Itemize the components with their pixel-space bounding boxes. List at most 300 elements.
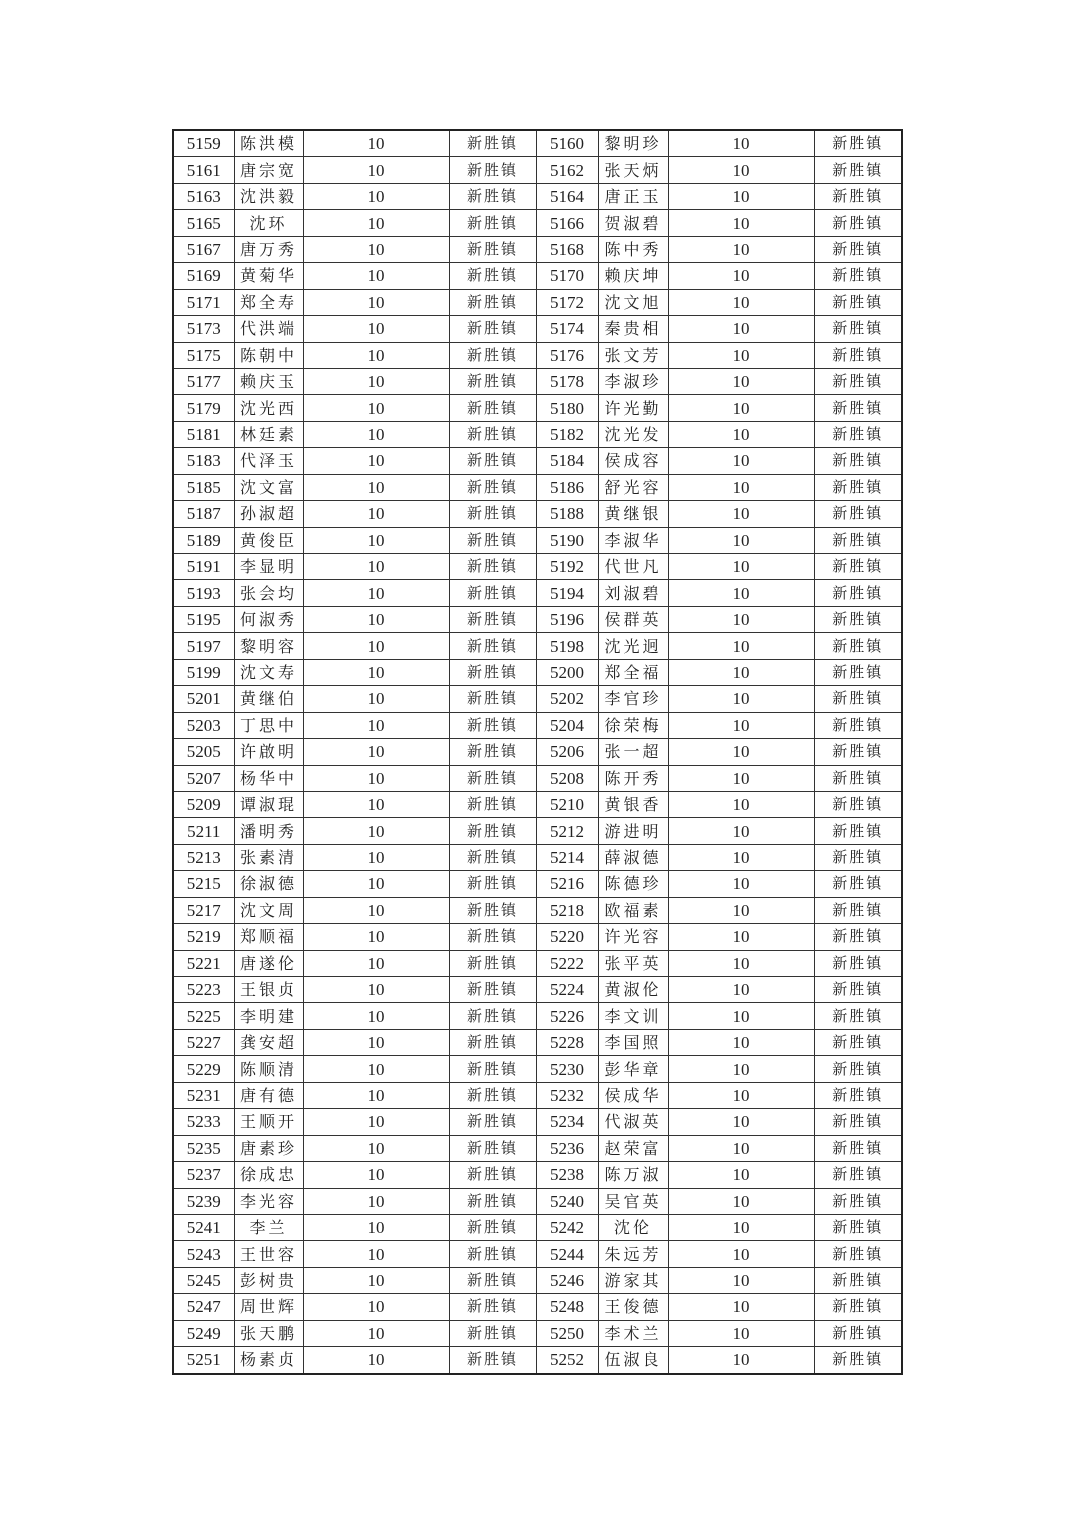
table-row [173,924,902,950]
table-row [173,765,902,791]
record-number-cell: 5202 [536,686,598,712]
person-name-cell: 黄银香 [598,791,668,817]
person-name-cell: 陈万淑 [598,1162,668,1188]
town-name-cell: 新胜镇 [814,1241,902,1267]
amount-cell: 10 [668,130,814,157]
town-name-cell: 新胜镇 [814,210,902,236]
amount-cell: 10 [303,1320,449,1346]
town-name-cell: 新胜镇 [449,871,536,897]
amount-cell: 10 [668,210,814,236]
amount-cell: 10 [303,1294,449,1320]
record-number-cell: 5208 [536,765,598,791]
record-number-cell: 5245 [173,1267,234,1293]
person-name-cell: 黄继银 [598,501,668,527]
town-name-cell: 新胜镇 [814,130,902,157]
record-number-cell: 5228 [536,1029,598,1055]
town-name-cell: 新胜镇 [814,686,902,712]
town-name-cell: 新胜镇 [814,1347,902,1374]
amount-cell: 10 [668,183,814,209]
amount-cell: 10 [668,712,814,738]
amount-cell: 10 [668,1135,814,1161]
amount-cell: 10 [303,316,449,342]
record-number-cell: 5201 [173,686,234,712]
amount-cell: 10 [303,818,449,844]
record-number-cell: 5182 [536,421,598,447]
amount-cell: 10 [303,1056,449,1082]
amount-cell: 10 [668,236,814,262]
amount-cell: 10 [303,1082,449,1108]
record-number-cell: 5210 [536,791,598,817]
table-row [173,1347,902,1374]
person-name-cell: 侯成华 [598,1082,668,1108]
record-number-cell: 5171 [173,289,234,315]
town-name-cell: 新胜镇 [449,765,536,791]
record-number-cell: 5238 [536,1162,598,1188]
record-number-cell: 5211 [173,818,234,844]
record-number-cell: 5161 [173,157,234,183]
record-number-cell: 5192 [536,554,598,580]
person-name-cell: 郑全寿 [234,289,303,315]
amount-cell: 10 [303,739,449,765]
table-row [173,633,902,659]
amount-cell: 10 [303,633,449,659]
person-name-cell: 张会均 [234,580,303,606]
person-name-cell: 许啟明 [234,739,303,765]
amount-cell: 10 [668,157,814,183]
town-name-cell: 新胜镇 [449,1029,536,1055]
person-name-cell: 唐素珍 [234,1135,303,1161]
town-name-cell: 新胜镇 [449,606,536,632]
person-name-cell: 何淑秀 [234,606,303,632]
table-row [173,977,902,1003]
amount-cell: 10 [303,421,449,447]
person-name-cell: 游家其 [598,1267,668,1293]
town-name-cell: 新胜镇 [814,316,902,342]
town-name-cell: 新胜镇 [449,1214,536,1240]
town-name-cell: 新胜镇 [814,791,902,817]
record-number-cell: 5224 [536,977,598,1003]
amount-cell: 10 [303,950,449,976]
town-name-cell: 新胜镇 [814,1029,902,1055]
town-name-cell: 新胜镇 [449,1056,536,1082]
record-number-cell: 5209 [173,791,234,817]
table-row [173,236,902,262]
person-name-cell: 沈光迥 [598,633,668,659]
person-name-cell: 唐正玉 [598,183,668,209]
town-name-cell: 新胜镇 [449,157,536,183]
record-number-cell: 5180 [536,395,598,421]
person-name-cell: 王俊德 [598,1294,668,1320]
town-name-cell: 新胜镇 [449,1003,536,1029]
person-name-cell: 张平英 [598,950,668,976]
record-number-cell: 5178 [536,368,598,394]
table-row [173,448,902,474]
record-number-cell: 5248 [536,1294,598,1320]
amount-cell: 10 [303,1109,449,1135]
amount-cell: 10 [303,606,449,632]
record-number-cell: 5237 [173,1162,234,1188]
town-name-cell: 新胜镇 [814,1188,902,1214]
person-name-cell: 赖庆玉 [234,368,303,394]
table-row [173,950,902,976]
amount-cell: 10 [303,448,449,474]
record-number-cell: 5251 [173,1347,234,1374]
person-name-cell: 李兰 [234,1214,303,1240]
town-name-cell: 新胜镇 [814,1003,902,1029]
person-name-cell: 秦贵相 [598,316,668,342]
table-row [173,421,902,447]
record-number-cell: 5163 [173,183,234,209]
record-number-cell: 5159 [173,130,234,157]
town-name-cell: 新胜镇 [814,950,902,976]
table-row [173,1135,902,1161]
amount-cell: 10 [668,844,814,870]
table-row [173,606,902,632]
town-name-cell: 新胜镇 [449,633,536,659]
record-number-cell: 5225 [173,1003,234,1029]
person-name-cell: 代淑英 [598,1109,668,1135]
town-name-cell: 新胜镇 [449,395,536,421]
person-name-cell: 黄淑伦 [598,977,668,1003]
person-name-cell: 杨华中 [234,765,303,791]
person-name-cell: 陈洪模 [234,130,303,157]
person-name-cell: 郑全福 [598,659,668,685]
table-row [173,316,902,342]
amount-cell: 10 [668,1320,814,1346]
person-name-cell: 李光容 [234,1188,303,1214]
town-name-cell: 新胜镇 [449,739,536,765]
table-body [173,130,902,1374]
town-name-cell: 新胜镇 [814,448,902,474]
person-name-cell: 周世辉 [234,1294,303,1320]
record-number-cell: 5232 [536,1082,598,1108]
town-name-cell: 新胜镇 [814,342,902,368]
table-row [173,1188,902,1214]
amount-cell: 10 [668,448,814,474]
record-number-cell: 5247 [173,1294,234,1320]
record-number-cell: 5235 [173,1135,234,1161]
town-name-cell: 新胜镇 [449,368,536,394]
town-name-cell: 新胜镇 [449,1082,536,1108]
person-name-cell: 黎明珍 [598,130,668,157]
record-number-cell: 5207 [173,765,234,791]
record-number-cell: 5212 [536,818,598,844]
person-name-cell: 沈伦 [598,1214,668,1240]
record-number-cell: 5216 [536,871,598,897]
town-name-cell: 新胜镇 [449,183,536,209]
record-number-cell: 5252 [536,1347,598,1374]
table-row [173,1162,902,1188]
town-name-cell: 新胜镇 [814,183,902,209]
town-name-cell: 新胜镇 [814,236,902,262]
person-name-cell: 李国照 [598,1029,668,1055]
amount-cell: 10 [303,527,449,553]
person-name-cell: 代世凡 [598,554,668,580]
amount-cell: 10 [668,818,814,844]
town-name-cell: 新胜镇 [449,236,536,262]
amount-cell: 10 [668,421,814,447]
table-row [173,712,902,738]
person-name-cell: 吴官英 [598,1188,668,1214]
amount-cell: 10 [303,554,449,580]
person-name-cell: 潘明秀 [234,818,303,844]
amount-cell: 10 [668,554,814,580]
record-number-cell: 5242 [536,1214,598,1240]
amount-cell: 10 [303,289,449,315]
town-name-cell: 新胜镇 [449,580,536,606]
town-name-cell: 新胜镇 [449,1347,536,1374]
town-name-cell: 新胜镇 [814,395,902,421]
town-name-cell: 新胜镇 [449,791,536,817]
record-number-cell: 5218 [536,897,598,923]
town-name-cell: 新胜镇 [814,157,902,183]
person-name-cell: 张天鹏 [234,1320,303,1346]
person-name-cell: 欧福素 [598,897,668,923]
record-number-cell: 5239 [173,1188,234,1214]
amount-cell: 10 [668,1294,814,1320]
table-row [173,580,902,606]
person-name-cell: 李淑华 [598,527,668,553]
amount-cell: 10 [668,871,814,897]
person-name-cell: 王世容 [234,1241,303,1267]
town-name-cell: 新胜镇 [449,712,536,738]
record-number-cell: 5177 [173,368,234,394]
person-name-cell: 朱远芳 [598,1241,668,1267]
table-row [173,1214,902,1240]
person-name-cell: 张一超 [598,739,668,765]
amount-cell: 10 [303,1347,449,1374]
amount-cell: 10 [668,342,814,368]
person-name-cell: 王顺开 [234,1109,303,1135]
record-number-cell: 5169 [173,263,234,289]
person-name-cell: 沈文富 [234,474,303,500]
record-number-cell: 5193 [173,580,234,606]
amount-cell: 10 [303,897,449,923]
town-name-cell: 新胜镇 [449,950,536,976]
person-name-cell: 徐成忠 [234,1162,303,1188]
town-name-cell: 新胜镇 [814,421,902,447]
town-name-cell: 新胜镇 [814,1267,902,1293]
person-name-cell: 许光容 [598,924,668,950]
person-name-cell: 李显明 [234,554,303,580]
record-number-cell: 5240 [536,1188,598,1214]
town-name-cell: 新胜镇 [814,977,902,1003]
amount-cell: 10 [668,1188,814,1214]
table-row [173,1056,902,1082]
record-number-cell: 5233 [173,1109,234,1135]
person-name-cell: 沈环 [234,210,303,236]
record-number-cell: 5214 [536,844,598,870]
amount-cell: 10 [668,395,814,421]
person-name-cell: 沈洪毅 [234,183,303,209]
amount-cell: 10 [303,1029,449,1055]
table-row [173,1294,902,1320]
record-number-cell: 5236 [536,1135,598,1161]
amount-cell: 10 [668,1162,814,1188]
town-name-cell: 新胜镇 [449,1109,536,1135]
table-row [173,527,902,553]
town-name-cell: 新胜镇 [814,474,902,500]
person-name-cell: 唐宗宽 [234,157,303,183]
person-name-cell: 代洪端 [234,316,303,342]
record-number-cell: 5167 [173,236,234,262]
amount-cell: 10 [668,368,814,394]
amount-cell: 10 [303,236,449,262]
town-name-cell: 新胜镇 [449,316,536,342]
record-number-cell: 5203 [173,712,234,738]
town-name-cell: 新胜镇 [449,818,536,844]
town-name-cell: 新胜镇 [449,554,536,580]
amount-cell: 10 [668,1056,814,1082]
record-number-cell: 5229 [173,1056,234,1082]
person-name-cell: 沈光发 [598,421,668,447]
person-name-cell: 李明建 [234,1003,303,1029]
amount-cell: 10 [668,474,814,500]
amount-cell: 10 [303,342,449,368]
amount-cell: 10 [668,924,814,950]
table-row [173,739,902,765]
person-name-cell: 杨素贞 [234,1347,303,1374]
amount-cell: 10 [668,765,814,791]
amount-cell: 10 [303,712,449,738]
record-number-cell: 5205 [173,739,234,765]
town-name-cell: 新胜镇 [449,501,536,527]
table-row [173,659,902,685]
record-number-cell: 5191 [173,554,234,580]
record-number-cell: 5160 [536,130,598,157]
record-number-cell: 5250 [536,1320,598,1346]
town-name-cell: 新胜镇 [814,765,902,791]
record-number-cell: 5223 [173,977,234,1003]
town-name-cell: 新胜镇 [449,659,536,685]
amount-cell: 10 [668,263,814,289]
amount-cell: 10 [668,791,814,817]
record-number-cell: 5173 [173,316,234,342]
person-name-cell: 赵荣富 [598,1135,668,1161]
town-name-cell: 新胜镇 [814,871,902,897]
person-name-cell: 张天炳 [598,157,668,183]
record-number-cell: 5196 [536,606,598,632]
person-name-cell: 丁思中 [234,712,303,738]
amount-cell: 10 [668,1347,814,1374]
town-name-cell: 新胜镇 [449,210,536,236]
record-number-cell: 5206 [536,739,598,765]
town-name-cell: 新胜镇 [449,1135,536,1161]
record-number-cell: 5226 [536,1003,598,1029]
record-number-cell: 5165 [173,210,234,236]
town-name-cell: 新胜镇 [449,1162,536,1188]
amount-cell: 10 [303,1188,449,1214]
amount-cell: 10 [668,659,814,685]
person-name-cell: 侯群英 [598,606,668,632]
town-name-cell: 新胜镇 [814,606,902,632]
record-number-cell: 5194 [536,580,598,606]
amount-cell: 10 [303,686,449,712]
town-name-cell: 新胜镇 [814,1214,902,1240]
amount-cell: 10 [668,739,814,765]
person-name-cell: 龚安超 [234,1029,303,1055]
record-number-cell: 5249 [173,1320,234,1346]
person-name-cell: 沈文旭 [598,289,668,315]
town-name-cell: 新胜镇 [449,421,536,447]
record-number-cell: 5231 [173,1082,234,1108]
table-row [173,554,902,580]
record-number-cell: 5220 [536,924,598,950]
record-number-cell: 5175 [173,342,234,368]
record-number-cell: 5189 [173,527,234,553]
record-number-cell: 5230 [536,1056,598,1082]
person-name-cell: 伍淑良 [598,1347,668,1374]
amount-cell: 10 [303,659,449,685]
person-name-cell: 彭华章 [598,1056,668,1082]
record-number-cell: 5186 [536,474,598,500]
town-name-cell: 新胜镇 [449,263,536,289]
person-name-cell: 陈开秀 [598,765,668,791]
amount-cell: 10 [303,871,449,897]
record-number-cell: 5243 [173,1241,234,1267]
amount-cell: 10 [668,1029,814,1055]
amount-cell: 10 [668,1082,814,1108]
amount-cell: 10 [668,897,814,923]
record-number-cell: 5199 [173,659,234,685]
record-number-cell: 5181 [173,421,234,447]
table-row [173,183,902,209]
person-name-cell: 张文芳 [598,342,668,368]
person-name-cell: 林廷素 [234,421,303,447]
table-row [173,342,902,368]
town-name-cell: 新胜镇 [814,1082,902,1108]
town-name-cell: 新胜镇 [814,527,902,553]
record-number-cell: 5166 [536,210,598,236]
table-row [173,1320,902,1346]
amount-cell: 10 [303,474,449,500]
amount-cell: 10 [668,977,814,1003]
town-name-cell: 新胜镇 [814,1109,902,1135]
town-name-cell: 新胜镇 [449,897,536,923]
town-name-cell: 新胜镇 [814,818,902,844]
person-name-cell: 陈顺清 [234,1056,303,1082]
amount-cell: 10 [668,527,814,553]
town-name-cell: 新胜镇 [449,977,536,1003]
person-name-cell: 陈中秀 [598,236,668,262]
town-name-cell: 新胜镇 [814,1320,902,1346]
amount-cell: 10 [668,1214,814,1240]
town-name-cell: 新胜镇 [814,1135,902,1161]
person-name-cell: 徐荣梅 [598,712,668,738]
table-row [173,897,902,923]
table-row [173,1267,902,1293]
person-name-cell: 陈德珍 [598,871,668,897]
amount-cell: 10 [303,977,449,1003]
amount-cell: 10 [668,1267,814,1293]
person-name-cell: 唐万秀 [234,236,303,262]
roster-table [172,129,903,1375]
person-name-cell: 李淑珍 [598,368,668,394]
amount-cell: 10 [303,210,449,236]
amount-cell: 10 [303,1214,449,1240]
record-number-cell: 5195 [173,606,234,632]
record-number-cell: 5204 [536,712,598,738]
table-row [173,686,902,712]
amount-cell: 10 [668,1109,814,1135]
table-row [173,368,902,394]
record-number-cell: 5176 [536,342,598,368]
record-number-cell: 5227 [173,1029,234,1055]
amount-cell: 10 [303,1135,449,1161]
town-name-cell: 新胜镇 [814,739,902,765]
table-row [173,818,902,844]
record-number-cell: 5185 [173,474,234,500]
